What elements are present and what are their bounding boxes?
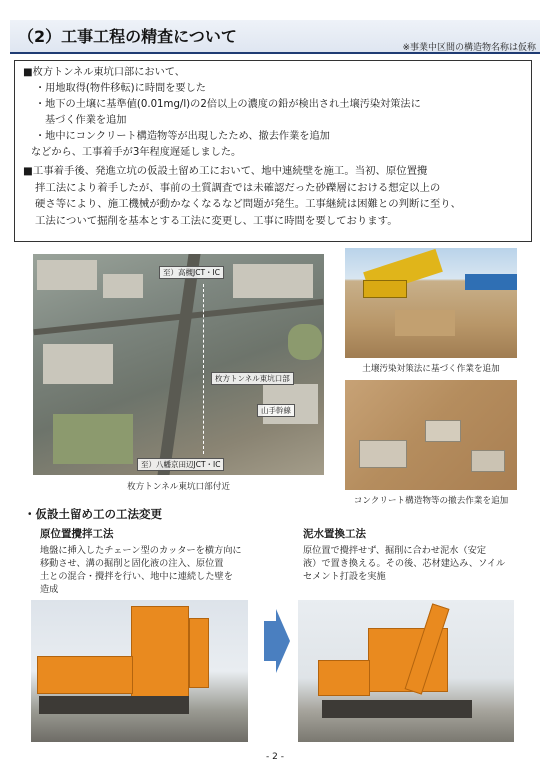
road: [157, 254, 200, 475]
building-block: [233, 264, 313, 298]
excavated-pit: [395, 310, 455, 336]
summary-line: 拌工法により着手したが、事前の土質調査では未確認だった砂礫層における想定以上の: [35, 181, 441, 194]
concrete-block: [425, 420, 461, 442]
excavator-body: [363, 280, 407, 298]
desc-line: 造成: [40, 584, 59, 595]
concrete-caption: コンクリート構造物等の撤去作業を追加: [353, 496, 509, 506]
summary-line: 硬さ等により、施工機械が動かなくなるなど問題が発生。工事継続は困難との判断に至り、: [35, 198, 462, 210]
summary-line: ・用地取得(物件移転)に時間を要した: [35, 83, 206, 94]
summary-line: ・地中にコンクリート構造物等が出現したため、撤去作業を追加: [35, 131, 330, 142]
method-change-title: ・仮設土留め工の工法変更: [24, 507, 162, 521]
concrete-block: [359, 440, 407, 468]
desc-line: 地盤に挿入したチェーン型のカッターを横方向に: [40, 545, 242, 556]
sports-field: [288, 324, 322, 360]
structure-name-note: ※事業中区間の構造物名称は仮称: [402, 43, 536, 53]
page-number: - 2 -: [266, 752, 284, 762]
left-method-desc: [40, 544, 242, 596]
right-method-title: 泥水置換工法: [303, 528, 366, 540]
label-south: 至）八幡京田辺JCT・IC: [137, 458, 224, 471]
summary-line: ■枚方トンネル東坑口部において、: [23, 67, 185, 78]
summary-line: ■工事着手後、発進立坑の仮設土留め工において、地中連続壁を施工。当初、原位置攪: [23, 165, 428, 177]
summary-line: 工法について掘削を基本とする工法に変更し、工事に時間を要しております。: [35, 214, 398, 227]
machine-mast: [131, 606, 189, 702]
machine-track: [39, 696, 189, 714]
summary-line: などから、工事着手が3年程度遅延しました。: [31, 147, 242, 158]
label-yamate: 山手幹線: [257, 404, 295, 417]
concrete-removal-photo: [345, 380, 517, 490]
desc-line: 液）で置き換える。その後、芯材建込み、ソイル: [303, 558, 506, 569]
desc-line: 移動させ、溝の掘削と固化液の注入、原位置: [40, 558, 224, 569]
arrow-right-icon: [264, 609, 290, 673]
building-block: [43, 344, 113, 384]
tunnel-route-line: [203, 284, 204, 454]
blue-tarp: [465, 274, 517, 290]
farm-field: [53, 414, 133, 464]
desc-line: セメント打設を実施: [303, 571, 386, 582]
label-north: 至）高槻JCT・IC: [159, 266, 224, 279]
concrete-block: [471, 450, 505, 472]
building-block: [103, 274, 143, 298]
machine-frame: [189, 618, 209, 688]
machine-track: [322, 700, 472, 718]
in-situ-mixing-machine-photo: [31, 600, 248, 742]
building-block: [37, 260, 97, 290]
machine-cab: [37, 656, 133, 694]
summary-line: 基づく作業を追加: [45, 115, 127, 126]
section-header: [10, 20, 540, 54]
page-title: （2）工事工程の精査について: [18, 27, 237, 46]
summary-line: ・地下の土壌に基準値(0.01mg/l)の2倍以上の濃度の鉛が検出され土壌汚染対策法に: [35, 99, 421, 110]
label-portal: 枚方トンネル東坑口部: [211, 372, 294, 385]
machine-cab: [318, 660, 370, 696]
right-method-desc: [303, 544, 505, 583]
aerial-photo: [33, 254, 324, 475]
summary-box: [14, 60, 532, 242]
aerial-caption: 枚方トンネル東坑口部付近: [127, 482, 230, 492]
slurry-replacement-machine-photo: [298, 600, 514, 742]
desc-line: 原位置で攪拌せず、掘削に合わせ泥水（安定: [303, 545, 487, 556]
desc-line: 土との混合・攪拌を行い、地中に連続した壁を: [40, 571, 233, 582]
left-method-title: 原位置攪拌工法: [40, 528, 114, 540]
excavation-photo: [345, 248, 517, 358]
excavation-caption: 土壌汚染対策法に基づく作業を追加: [362, 364, 500, 374]
